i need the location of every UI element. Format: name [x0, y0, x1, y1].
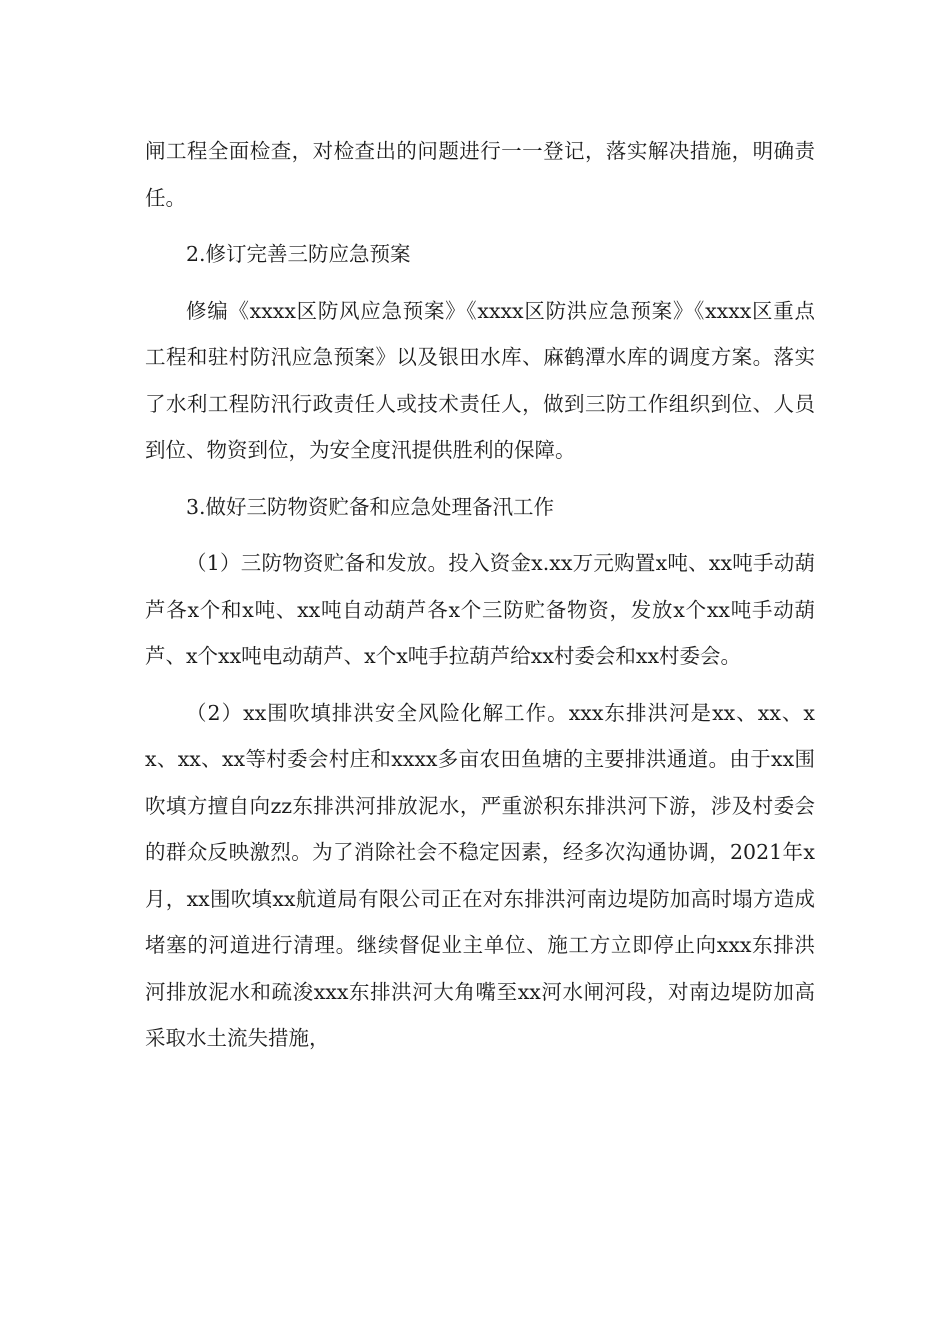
- section-heading-2: 2.修订完善三防应急预案: [186, 242, 411, 266]
- paragraph-materials-reserve: （1）三防物资贮备和发放。投入资金x.xx万元购置x吨、xx吨手动葫芦各x个和x吨、xx吨自动葫芦各x个三防贮备物资，发放x个xx吨手动葫芦、x个xx吨电动葫芦、x个x吨手拉葫芦给xx村委会和xx村委会。: [145, 551, 815, 668]
- paragraph-flood-risk: （2）xx围吹填排洪安全风险化解工作。xxx东排洪河是xx、xx、xx、xx、xx等村委会村庄和xxxx多亩农田鱼塘的主要排洪通道。由于xx围吹填方擅自向zz东排洪河排放泥水，严重淤积东排洪河下游，涉及村委会的群众反映激烈。为了消除社会不稳定因素，经多次沟通协调，2021年x月，xx围吹填xx航道局有限公司正在对东排洪河南边堤防加高时塌方造成堵塞的河道进行清理。继续督促业主单位、施工方立即停止向xxx东排洪河排放泥水和疏浚xxx东排洪河大角嘴至xx河水闸河段，对南边堤防加高采取水土流失措施，: [145, 700, 815, 1050]
- paragraph-continuation: 闸工程全面检查，对检查出的问题进行一一登记，落实解决措施，明确责任。: [145, 139, 815, 210]
- paragraph-emergency-plans: 修编《xxxx区防风应急预案》《xxxx区防洪应急预案》《xxxx区重点工程和驻村防汛应急预案》以及银田水库、麻鹤潭水库的调度方案。落实了水利工程防汛行政责任人或技术责任人，做到三防工作组织到位、人员到位、物资到位，为安全度汛提供胜利的保障。: [145, 298, 815, 462]
- document-body: [145, 128, 815, 1062]
- section-heading-3: 3.做好三防物资贮备和应急处理备汛工作: [186, 494, 555, 519]
